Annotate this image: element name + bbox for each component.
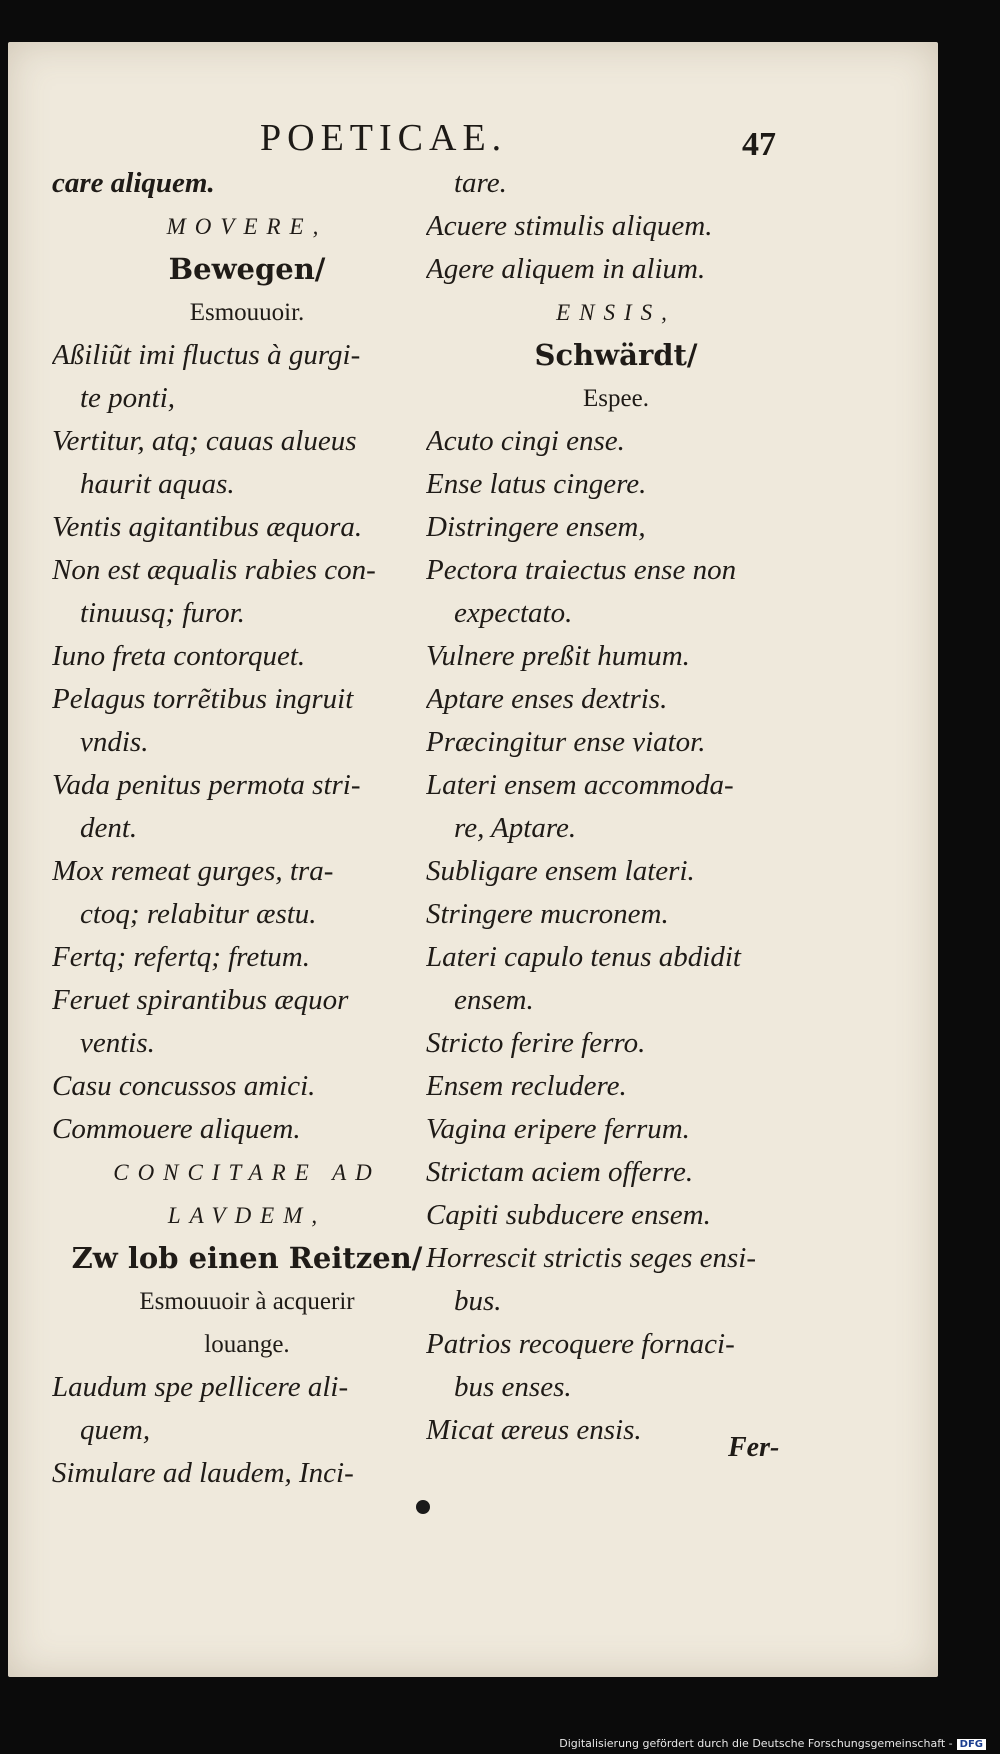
ink-blot <box>416 1500 430 1514</box>
text-line: Aßiliũt imi fluctus à gurgi- <box>52 339 361 371</box>
text-line: Iuno freta contorquet. <box>52 640 306 672</box>
text-line: haurit aquas. <box>80 468 235 500</box>
text-line: Laudum spe pellicere ali- <box>52 1371 349 1403</box>
text-line: LAVDEM, <box>167 1203 327 1228</box>
text-line: Esmouuoir. <box>189 299 305 326</box>
text-line: Feruet spirantibus æquor <box>52 984 349 1016</box>
text-line: Zw lob einen Reitzen/ <box>71 1241 423 1275</box>
text-line: Præcingitur ense viator. <box>426 726 706 758</box>
text-line: Bewegen/ <box>168 252 326 286</box>
text-line: Stricto ferire ferro. <box>426 1027 646 1059</box>
text-line: Stringere mucronem. <box>426 898 669 930</box>
text-line: tinuusq; furor. <box>80 597 245 629</box>
dfg-logo: DFG <box>957 1739 986 1750</box>
text-line: bus. <box>454 1285 502 1317</box>
text-line: Patrios recoquere fornaci- <box>426 1328 735 1360</box>
text-line: quem, <box>80 1414 151 1446</box>
text-line: Vertitur, atq; cauas alueus <box>52 425 357 457</box>
text-line: Lateri ensem accommoda- <box>426 769 734 801</box>
text-line: Commouere aliquem. <box>52 1113 301 1145</box>
page-number: 47 <box>742 126 776 163</box>
text-line: Horrescit strictis seges ensi- <box>426 1242 756 1274</box>
text-line: Schwärdt/ <box>534 338 698 372</box>
text-line: Capiti subducere ensem. <box>426 1199 711 1231</box>
text-line: ENSIS, <box>556 300 676 325</box>
text-line: ventis. <box>80 1027 155 1059</box>
left-column <box>52 162 442 1495</box>
text-line: louange. <box>204 1331 290 1358</box>
text-line: care aliquem. <box>52 167 215 199</box>
text-line: Fertq; refertq; fretum. <box>52 941 310 973</box>
text-line: CONCITARE AD <box>113 1160 381 1185</box>
text-line: Aptare enses dextris. <box>426 683 668 715</box>
text-line: Vada penitus permota stri- <box>52 769 361 801</box>
text-line: Ense latus cingere. <box>426 468 647 500</box>
text-line: Agere aliquem in alium. <box>426 253 706 285</box>
catchword: Fer- <box>728 1432 780 1463</box>
text-line: Simulare ad laudem, Inci- <box>52 1457 354 1489</box>
text-line: Vagina eripere ferrum. <box>426 1113 690 1145</box>
text-line: Pectora traiectus ense non <box>426 554 737 586</box>
text-line: Acuere stimulis aliquem. <box>426 210 713 242</box>
text-line: Espee. <box>583 385 649 412</box>
text-line: bus enses. <box>454 1371 572 1403</box>
text-line: tare. <box>454 167 507 199</box>
right-column <box>426 162 806 1452</box>
text-line: Vulnere preßit humum. <box>426 640 690 672</box>
credit-text: Digitalisierung gefördert durch die Deutsche Forschungsgemeinschaft - <box>559 1737 953 1750</box>
text-line: ctoq; relabitur æstu. <box>80 898 317 930</box>
text-line: Strictam aciem offerre. <box>426 1156 694 1188</box>
digitization-credit <box>559 1737 986 1750</box>
text-line: Ensem recludere. <box>426 1070 627 1102</box>
text-line: Mox remeat gurges, tra- <box>52 855 334 887</box>
text-line: Acuto cingi ense. <box>426 425 625 457</box>
text-line: Micat æreus ensis. <box>426 1414 642 1446</box>
text-line: Non est æqualis rabies con- <box>52 554 376 586</box>
text-line: Ventis agitantibus æquora. <box>52 511 363 543</box>
text-line: te ponti, <box>80 382 176 414</box>
text-line: Casu concussos amici. <box>52 1070 316 1102</box>
running-header: POETICAE. <box>260 117 508 159</box>
text-line: expectato. <box>454 597 573 629</box>
text-line: re, Aptare. <box>454 812 577 844</box>
text-line: MOVERE, <box>166 214 328 239</box>
text-line: Esmouuoir à acquerir <box>139 1288 355 1315</box>
text-line: ensem. <box>454 984 534 1016</box>
text-line: dent. <box>80 812 138 844</box>
text-line: Lateri capulo tenus abdidit <box>426 941 741 973</box>
text-line: Distringere ensem, <box>426 511 646 543</box>
text-line: Subligare ensem lateri. <box>426 855 695 887</box>
text-line: Pelagus torrẽtibus ingruit <box>52 683 354 715</box>
text-line: vndis. <box>80 726 149 758</box>
